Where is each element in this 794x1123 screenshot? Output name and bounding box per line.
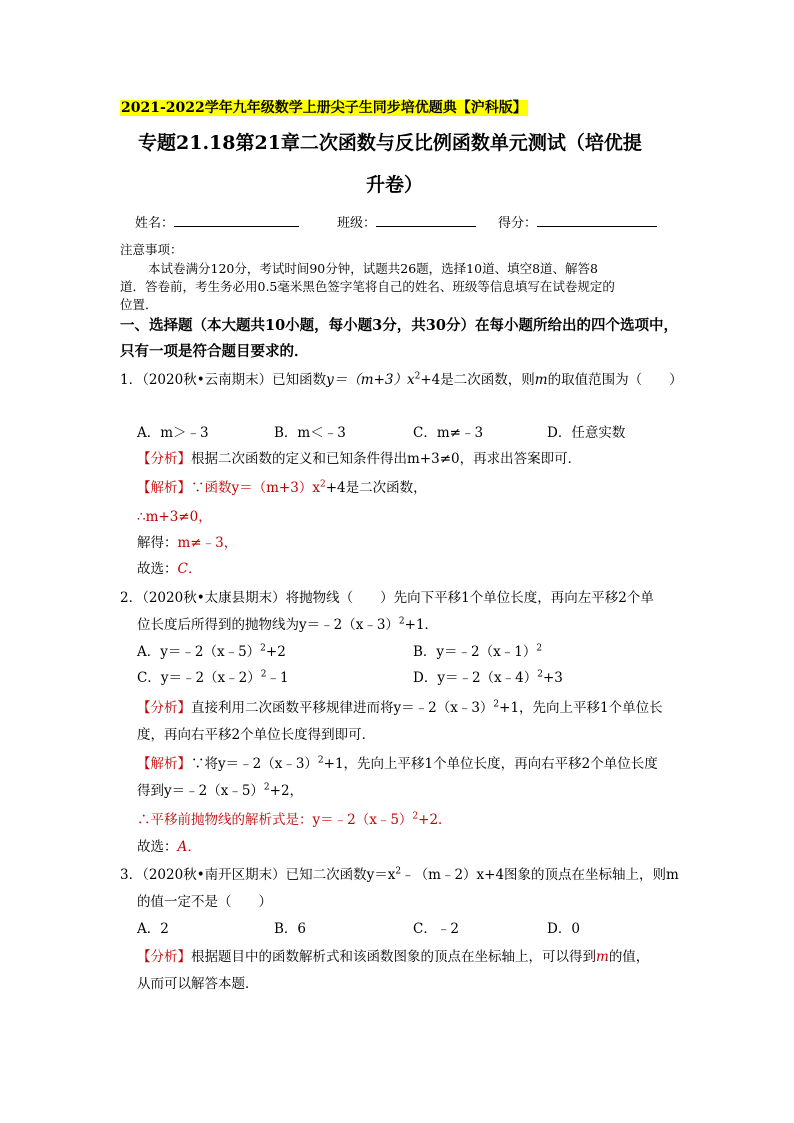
q2-option-d-exp: 2	[537, 669, 543, 680]
q2-option-c-tail: ﹣1	[266, 670, 289, 686]
q2-option-a-exp: 2	[260, 643, 266, 654]
q2-analysis1-exp: 2	[493, 699, 500, 710]
series-title-highlight: 2021-2022学年九年级数学上册尖子生同步培优题典【沪科版】	[121, 100, 527, 116]
q2-option-d-text: D．y＝﹣2（x﹣4）	[413, 670, 538, 686]
q3-stem1-a: 3．（2020秋•南开区期末）已知二次函数y＝x	[120, 867, 396, 883]
q1-option-a: A．m＞﹣3	[137, 425, 209, 441]
q1-stem-b: y＝（m+3）x	[326, 372, 415, 388]
q2-option-d	[413, 666, 563, 686]
score-field	[498, 212, 657, 231]
q2-stem2-exp: 2	[398, 616, 405, 627]
q3-option-d: D．0	[547, 921, 580, 937]
q2-analysis-tag: 【分析】	[137, 700, 191, 716]
q1-step2-label: 解得：	[137, 535, 178, 551]
q2-solution-tag: 【解析】	[137, 756, 191, 772]
q1-option-b: B．m＜﹣3	[274, 425, 346, 441]
q2-option-c-text: C．y＝﹣2（x﹣2）	[137, 670, 261, 686]
q3-analysis1-m: m	[596, 949, 609, 965]
q3-analysis-tag: 【分析】	[137, 949, 191, 965]
q2-option-a-tail: +2	[265, 644, 286, 660]
q2-solution1-b: +1，先向上平移1个单位长度，再向右平移2个单位长度	[323, 756, 658, 772]
q2-analysis1-b: +1，先向上平移1个单位长	[499, 700, 663, 716]
q1-choice-value: C．	[177, 561, 202, 577]
name-blank	[174, 226, 299, 227]
q2-stem2-b: +1．	[404, 617, 439, 633]
page-title-line2: 升卷）	[366, 174, 424, 196]
q2-option-b	[413, 640, 542, 660]
q1-analysis-text: 根据二次函数的定义和已知条件得出m+3≠0，再求出答案即可．	[191, 451, 582, 467]
q1-choice-label: 故选：	[137, 561, 178, 577]
q1-stem-c: +4是二次函数，则	[420, 372, 535, 388]
q2-choice-value: A．	[177, 839, 201, 855]
q3-stem-line1	[120, 863, 679, 883]
q1-stem-m: m	[534, 372, 548, 388]
q1-option-c: C．m≠﹣3	[413, 425, 484, 441]
q2-stem-line2	[137, 613, 438, 633]
q2-option-a	[137, 640, 286, 660]
q2-option-d-tail: +3	[542, 670, 563, 686]
q2-option-a-text: A．y＝﹣2（x﹣5）	[137, 644, 261, 660]
q1-choice	[137, 557, 201, 577]
q3-option-c: C．﹣2	[413, 921, 459, 937]
q2-solution-line1	[137, 752, 658, 772]
q1-solution-exp: 2	[319, 479, 326, 490]
q1-solution-a: ∵函数y＝（m+3）x	[191, 480, 320, 496]
q2-option-b-text: B．y＝﹣2（x﹣1）	[413, 644, 537, 660]
q3-option-b: B．6	[274, 921, 307, 937]
q2-analysis-line1	[137, 696, 663, 716]
page-title-line1: 专题21.18第21章二次函数与反比例函数单元测试（培优提	[138, 132, 642, 154]
q3-analysis-line2: 从而可以解答本题．	[137, 976, 259, 992]
notice-heading: 注意事项：	[120, 242, 183, 257]
q1-stem-a: 1．（2020秋•云南期末）已知函数	[120, 372, 327, 388]
q1-step2	[137, 531, 237, 551]
q3-stem-line2: 的值一定不是（ ）	[137, 894, 272, 910]
q1-stem	[120, 368, 683, 388]
q3-stem1-b: ﹣（m﹣2）x+4图象的顶点在坐标轴上，则m	[401, 867, 679, 883]
q1-solution	[137, 476, 427, 496]
q3-option-a: A．2	[137, 921, 169, 937]
class-label: 班级：	[337, 216, 377, 231]
class-field	[337, 212, 476, 231]
q2-solution1-exp: 2	[317, 755, 324, 766]
q1-analysis	[137, 447, 581, 467]
q2-conclusion-a: ∴平移前抛物线的解析式是：y＝﹣2（x﹣5）	[137, 812, 413, 828]
q3-analysis1-b: 的值，	[608, 949, 650, 965]
q1-stem-exp: 2	[414, 371, 421, 382]
q2-conclusion	[137, 808, 452, 828]
q1-step1: ∴m+3≠0，	[137, 509, 212, 525]
name-field	[135, 212, 299, 231]
q2-solution2-a: 得到y＝﹣2（x﹣5）	[137, 783, 264, 799]
q1-step2-value: m≠﹣3，	[177, 535, 238, 551]
q2-conclusion-b: +2．	[418, 812, 452, 828]
q2-solution-line2	[137, 779, 303, 799]
q3-analysis1-a: 根据题目中的函数解析式和该函数图象的顶点在坐标轴上，可以得到	[191, 949, 596, 965]
q2-solution2-b: +2，	[269, 783, 304, 799]
notice-line2: 道．答卷前，考生务必用0.5毫米黑色签字笔将自己的姓名、班级等信息填写在试卷规定的	[120, 279, 615, 294]
class-blank	[376, 226, 476, 227]
q2-choice	[137, 835, 201, 855]
q2-stem-line1: 2．（2020秋•太康县期末）将抛物线（ ）先向下平移1个单位长度，再向左平移2个单	[120, 590, 654, 606]
notice-line3: 位置．	[120, 297, 158, 312]
q2-choice-label: 故选：	[137, 839, 178, 855]
q2-analysis-line2: 度，再向右平移2个单位长度得到即可．	[137, 727, 376, 743]
q1-solution-b: +4是二次函数，	[325, 480, 427, 496]
score-blank	[537, 226, 657, 227]
q2-option-c	[137, 666, 289, 686]
notice-line1: 本试卷满分120分，考试时间90分钟，试题共26题，选择10道、填空8道、解答8	[148, 261, 598, 276]
q2-option-b-exp: 2	[536, 643, 543, 654]
q2-conclusion-exp: 2	[412, 811, 419, 822]
q1-solution-tag: 【解析】	[137, 480, 191, 496]
series-title	[120, 97, 528, 117]
q2-solution2-exp: 2	[263, 782, 270, 793]
section-heading-line1: 一、选择题（本大题共10小题，每小题3分，共30分）在每小题所给出的四个选项中，	[120, 317, 678, 334]
score-label: 得分：	[498, 216, 538, 231]
q3-stem1-exp: 2	[395, 866, 402, 877]
q2-stem2-a: 位长度后所得到的抛物线为y＝﹣2（x﹣3）	[137, 617, 399, 633]
section-heading-line2: 只有一项是符合题目要求的．	[120, 343, 309, 360]
q1-stem-e: 的取值范围为（ ）	[547, 372, 683, 388]
q1-option-d: D．任意实数	[547, 425, 626, 441]
name-label: 姓名：	[135, 216, 175, 231]
q1-analysis-tag: 【分析】	[137, 451, 191, 467]
q2-option-c-exp: 2	[260, 669, 267, 680]
q2-analysis1-a: 直接利用二次函数平移规律进而将y＝﹣2（x﹣3）	[191, 700, 494, 716]
q3-analysis-line1	[137, 945, 649, 965]
q2-solution1-a: ∵将y＝﹣2（x﹣3）	[191, 756, 318, 772]
